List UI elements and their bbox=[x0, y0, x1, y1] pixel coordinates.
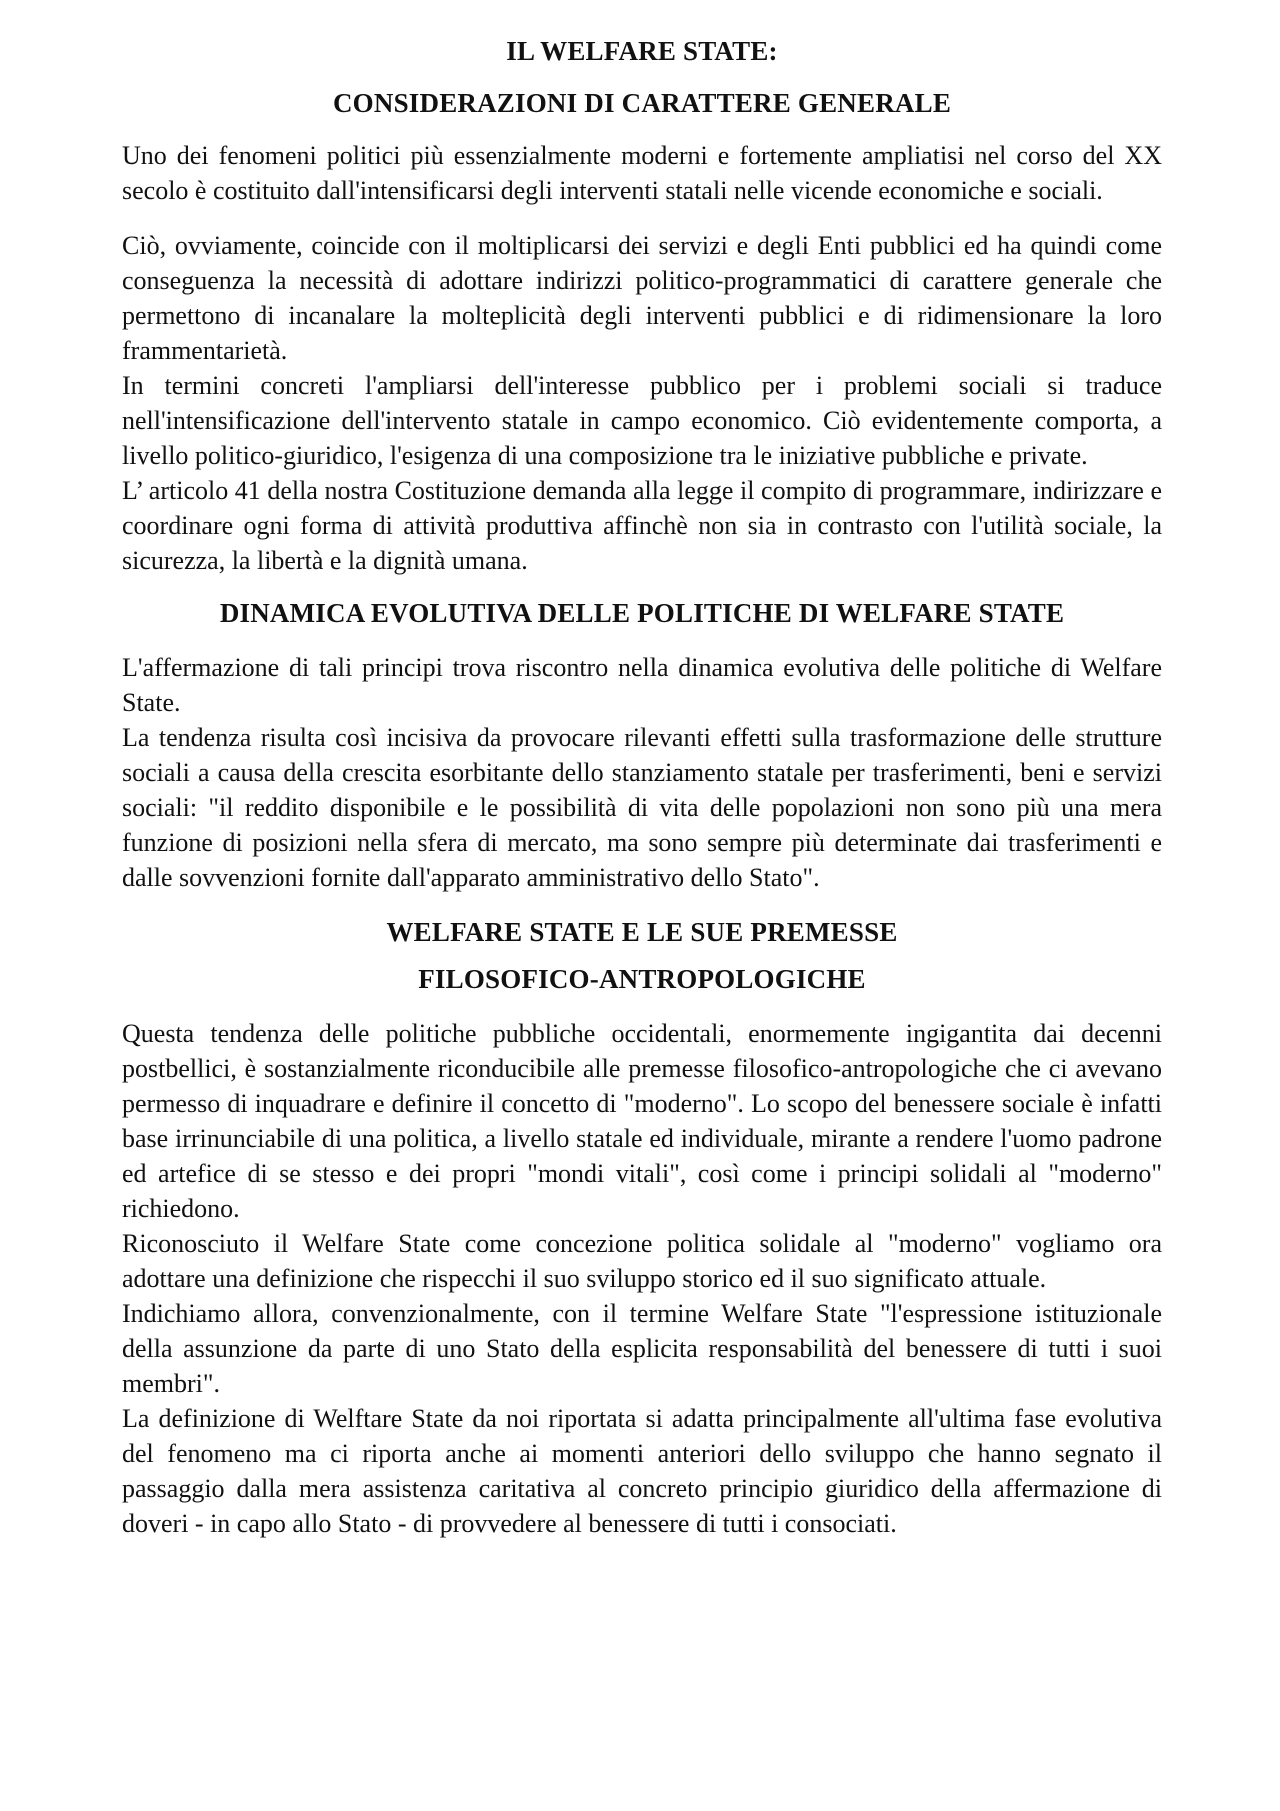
document-title: IL WELFARE STATE: bbox=[506, 36, 778, 66]
paragraph-9: Indichiamo allora, convenzionalmente, con il termine Welfare State "l'espressione istituzionale della assunzione da parte di uno Stato della esplicita responsabilità del benessere di tutti i suoi membri". bbox=[122, 1299, 1162, 1398]
paragraph-6: La tendenza risulta così incisiva da provocare rilevanti effetti sulla trasformazione delle strutture sociali a causa della crescita esorbitante dello stanziamento statale per trasferimenti, beni e servizi sociali: "il reddito disponibile e le possibilità di vita delle popolazioni non sono più una mera funzione di posizioni nella sfera di mercato, ma sono sempre più determinate dai trasferimenti e dalle sovvenzioni fornite dall'apparato amministrativo dello Stato". bbox=[122, 723, 1162, 892]
paragraph-7: Questa tendenza delle politiche pubbliche occidentali, enormemente ingigantita dai decenni postbellici, è sostanzialmente riconducibile alle premesse filosofico-antropologiche che ci avevano permesso di inquadrare e definire il concetto di "moderno". Lo scopo del benessere sociale è infatti base irrinunciabile di una politica, a livello statale ed individuale, mirante a rendere l'uomo padrone ed artefice di se stesso e dei propri "mondi vitali", così come i principi solidali al "moderno" richiedono. bbox=[122, 1019, 1162, 1223]
section-heading-considerazioni: CONSIDERAZIONI DI CARATTERE GENERALE bbox=[332, 88, 952, 118]
section-heading-premesse-line2: FILOSOFICO-ANTROPOLOGICHE bbox=[418, 964, 866, 994]
section-heading-premesse-line1: WELFARE STATE E LE SUE PREMESSE bbox=[386, 917, 898, 947]
paragraph-3: In termini concreti l'ampliarsi dell'interesse pubblico per i problemi sociali si traduce nell'intensificazione dell'intervento statale in campo economico. Ciò evidentemente comporta, a livello politico-giuridico, l'esigenza di una composizione tra le iniziative pubbliche e private. bbox=[122, 371, 1162, 470]
paragraph-2: Ciò, ovviamente, coincide con il moltiplicarsi dei servizi e degli Enti pubblici ed ha quindi come conseguenza la necessità di adottare indirizzi politico-programmatici di carattere generale che permettono di incanalare la molteplicità degli interventi pubblici e di ridimensionare la loro frammentarietà. bbox=[122, 231, 1162, 365]
section-heading-dinamica: DINAMICA EVOLUTIVA DELLE POLITICHE DI WELFARE STATE bbox=[219, 598, 1065, 628]
paragraph-10: La definizione di Welftare State da noi riportata si adatta principalmente all'ultima fase evolutiva del fenomeno ma ci riporta anche ai momenti anteriori dello sviluppo che hanno segnato il passaggio dalla mera assistenza caritativa al concreto principio giuridico della affermazione di doveri - in capo allo Stato - di provvedere al benessere di tutti i consociati. bbox=[122, 1404, 1162, 1538]
paragraph-1: Uno dei fenomeni politici più essenzialmente moderni e fortemente ampliatisi nel corso del XX secolo è costituito dall'intensificarsi degli interventi statali nelle vicende economiche e sociali. bbox=[122, 141, 1162, 205]
paragraph-5: L'affermazione di tali principi trova riscontro nella dinamica evolutiva delle politiche di Welfare State. bbox=[122, 653, 1162, 717]
paragraph-4: L’ articolo 41 della nostra Costituzione demanda alla legge il compito di programmare, indirizzare e coordinare ogni forma di attività produttiva affinchè non sia in contrasto con l'utilità sociale, la sicurezza, la libertà e la dignità umana. bbox=[122, 476, 1162, 575]
paragraph-8: Riconosciuto il Welfare State come concezione politica solidale al "moderno" vogliamo ora adottare una definizione che rispecchi il suo sviluppo storico ed il suo significato attuale. bbox=[122, 1229, 1162, 1293]
